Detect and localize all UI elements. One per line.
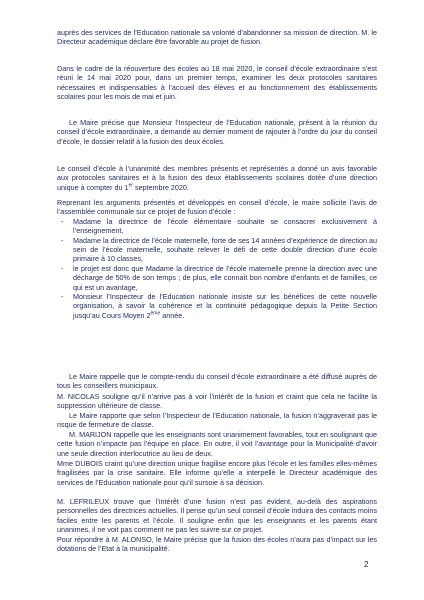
- ordinal-superscript: er: [128, 182, 133, 189]
- list-item-text: le projet est donc que Madame la directrice de l’école maternelle prenne la direction avec une décharge de 50% de son temps ; de plus, elle connaît bon nombre d’enfants et de familles, ce qui est un avantage,: [73, 263, 377, 292]
- paragraph-text: M. NICOLAS souligne qu’il n’arrive pas à voir l’intérêt de la fusion et craint que cela ne facilite la suppression ultérieure de classe.: [57, 392, 377, 411]
- paragraph-direction-abandon: [57, 28, 377, 47]
- bullet-dash: -: [61, 216, 64, 226]
- paragraph-nicolas: [57, 392, 377, 411]
- list-item: [57, 217, 377, 236]
- paragraph-text: M. LEFRILEUX trouve que l’intérêt d’une fusion n’est pas évident, au-delà des aspirations personnelles des directrices actuelles. Il pense qu’un seul conseil d’école induira des contacts moins faciles entre les parents et l’école. Il souligne enfin que les enseignants et les parents étant unanimes, il ne voit pas comment ne pas les suivre sur ce projet.: [57, 497, 377, 535]
- arguments-list: [57, 217, 377, 320]
- paragraph-marijon: [57, 430, 377, 458]
- paragraph-text: [57, 164, 377, 192]
- list-item: [57, 292, 377, 320]
- paragraph-reopening: [57, 64, 377, 102]
- paragraph-text-end: septembre 2020.: [132, 182, 189, 192]
- paragraph-text: Mme DUBOIS craint qu’une direction unique fragilise encore plus l’école et les familles elles-mêmes fragilisées par la crise sanitaire. Elle informe qu’elle a interpellé le Directeur académique des services de l’Education nationale pour qu’il sursoie à sa décision.: [57, 459, 377, 487]
- paragraph-text: Le Maire précise que Monsieur l’Inspecteur de l’Education nationale, présent à la réunion du conseil d’école extraordinaire, a demandé au dernier moment de rajouter à l’ordre du jour du conseil d’école, le dossier relatif à la fusion des deux écoles.: [57, 118, 377, 146]
- list-item-text: Monsieur l’Inspecteur de l’Education nationale insiste sur les bénéfices de cette nouvelle organisation, à savoir la cohérence et la continuité pédagogique depuis la Petite Section jusqu’au Cours Moyen 2: [73, 292, 377, 320]
- paragraph-mayor-arguments: [57, 198, 377, 320]
- paragraph-text: Le Maire rapporte que selon l’Inspecteur de l’Education nationale, la fusion n’aggraverait pas le risque de fermeture de classe.: [57, 411, 377, 430]
- ordinal-superscript: ème: [150, 310, 161, 317]
- paragraph-inspector-request: [57, 118, 377, 146]
- list-item-text: Madame la directrice de l’école élémentaire souhaite se consacrer exclusivement à l’enseignement,: [73, 216, 377, 236]
- page-number: 2: [364, 560, 369, 569]
- paragraph-dubois: [57, 459, 377, 487]
- list-item-text: Madame la directrice de l’école maternelle, forte de ses 14 années d’expérience de direction au sein de l’école maternelle, souhaite relever le défi de cette double direction d’une école primaire à 10 classes,: [73, 235, 377, 264]
- paragraph-intro: Reprenant les arguments présentés et développés en conseil d’école, le maire sollicite l’avis de l’assemblée communale sur ce projet de fusion d’école :: [57, 198, 377, 217]
- paragraph-text: Dans le cadre de la réouverture des écoles au 18 mai 2020, le conseil d’école extraordinaire s’est réuni le 14 mai 2020 pour, dans un premier temps, examiner les deux protocoles sanitaires nécessaires et indispensables à l’accueil des élèves et au fonctionnement des établissements scolaires pour les mois de mai et juin.: [57, 64, 377, 102]
- paragraph-alonso: [57, 535, 377, 554]
- list-item: [57, 236, 377, 264]
- paragraph-text: Le Maire rappelle que le compte-rendu du conseil d’école extraordinaire a été diffusé auprès de tous les conseillers municipaux.: [57, 372, 377, 391]
- paragraph-text-main: Le conseil d’école à l’unanimité des membres présents et représentés a donné un avis favorable aux protocoles sanitaires et à la fusion des deux établissements scolaires dotée d’une direction unique à compter du 1: [57, 164, 377, 192]
- paragraph-text: auprès des services de l’Education nationale sa volonté d’abandonner sa mission de direction. M. le Directeur académique déclare être favorable au projet de fusion.: [57, 28, 377, 47]
- paragraph-council-vote: [57, 164, 377, 192]
- bullet-dash: -: [61, 292, 64, 302]
- paragraph-text: M. MARIJON rappelle que les enseignants sont unanimement favorables, tout en soulignant que cette fusion n’impacte pas l’équipe en place. En outre, il voit l’avantage pour la Municipalité d’avoir une seule direction interlocutrice au lieu de deux.: [57, 430, 377, 458]
- paragraph-mayor-reply: [57, 411, 377, 430]
- list-item: [57, 264, 377, 292]
- list-item-text-end: année.: [160, 310, 185, 320]
- bullet-dash: -: [61, 235, 64, 245]
- paragraph-report-distributed: [57, 372, 377, 391]
- paragraph-text: Pour répondre à M. ALONSO, le Maire précise que la fusion des écoles n’aura pas d’impact sur les dotations de l’Etat à la municipalité.: [57, 535, 377, 554]
- paragraph-lefrileux: [57, 497, 377, 535]
- bullet-dash: -: [61, 263, 64, 273]
